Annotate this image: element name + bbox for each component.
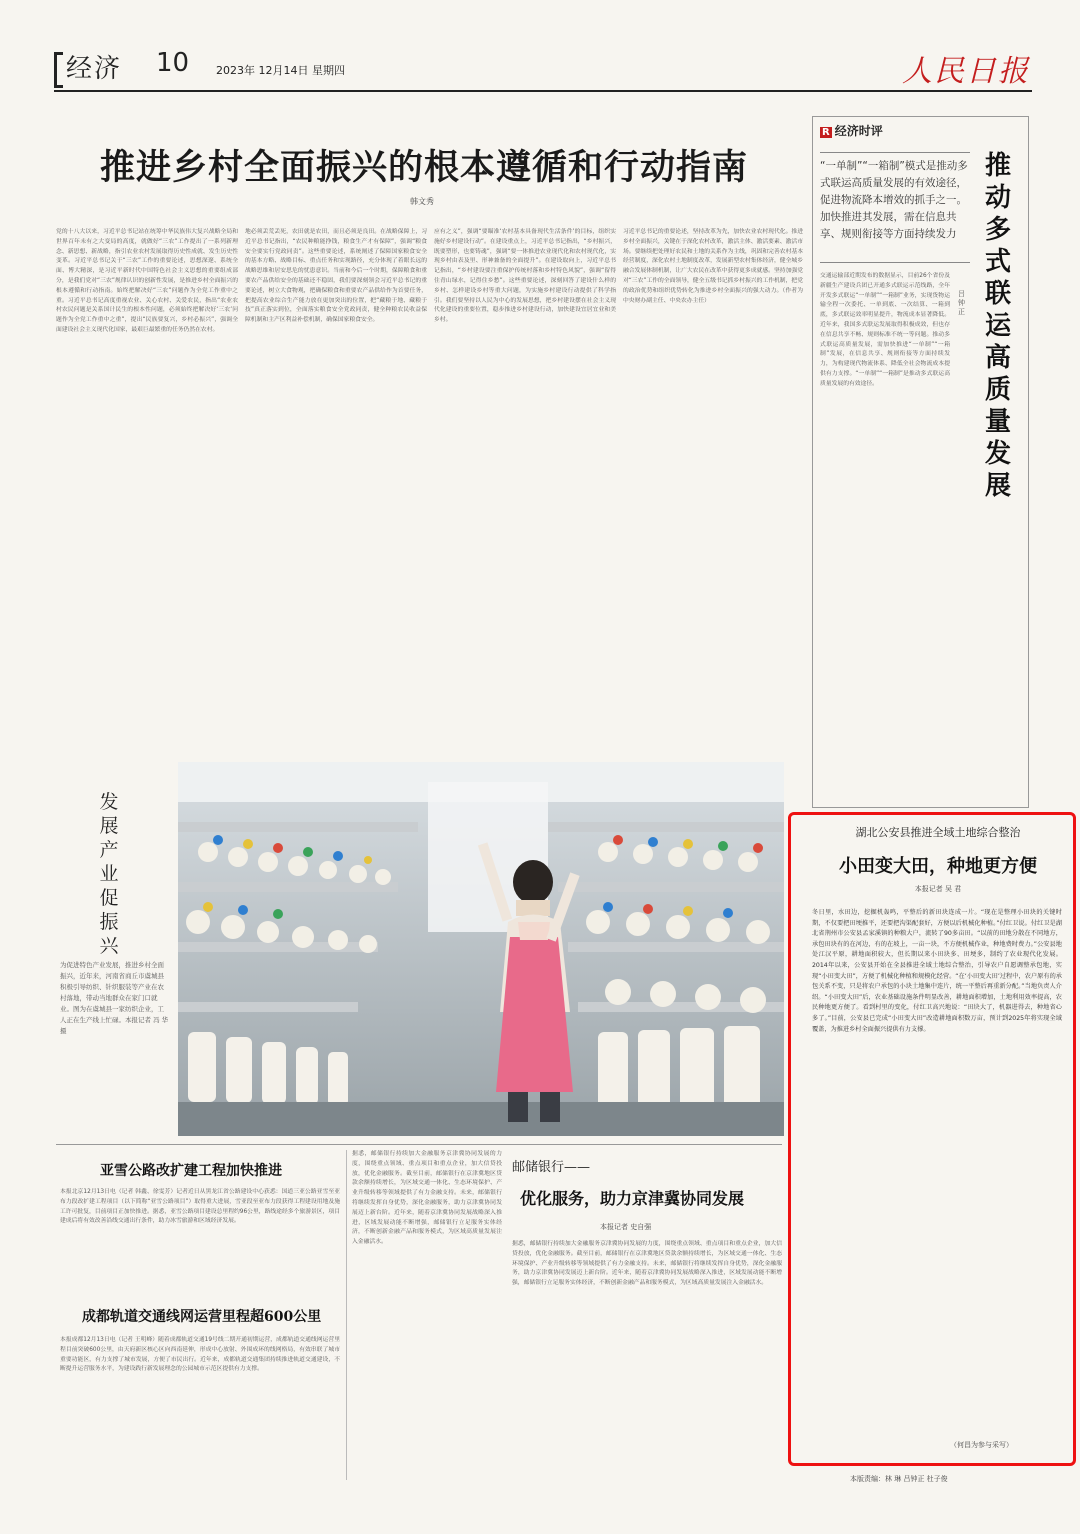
photo-caption: 为促进特色产业发展，推进乡村全面振兴，近年来，河南省商丘市虞城县积极引导纺织、针织服装等产业在农村落地，带动当地群众在家门口就业。图为在虞城县一家纺织企业，工人正在生产线上忙碌。本报记者 冯 华摄 xyxy=(60,961,169,1035)
commentary-author: 吕钟正 xyxy=(958,290,965,316)
metro-story-body: 本报成都12月13日电（记者 王明峰）随着成都轨道交通19号线二期开通初期运营，成都轨道交通线网运营里程目前突破600公里，由天府新区核心区向西南延伸，形成中心放射、外围成环的线网格局，有效串联了城市重要功能区，有力支撑了城市发展，方便了市民出行。近年来，成都轨道交通集团持续推进轨道交通建设，不断提升运营服务水平，为建设践行新发展理念的公园城市示范区提供有力支撑。 xyxy=(60,1337,340,1373)
land-story-note: （何昌为参与采写） xyxy=(950,1441,1013,1449)
lead-article-title: 推进乡村全面振兴的根本遵循和行动指南 xyxy=(100,147,749,188)
land-story-body: 冬日里，水田边，挖掘机轰鸣，平整后的新田块连成一片。“现在是整理小田块的关键时期，不仅要把田埂推平，还要把沟渠配套好，方便以后机械化种植。”付红卫说。付红卫是湖北省荆州市公安县孟家溪镇的种粮大户，流转了90多亩田。“以前的田地分散在不同地方，承包田块有的在河边，有的在坡上，一亩一块，不方便机械作业，种地费时费力。”公安县地处江汉平原，耕地面积较大，但长期以来小田块多、田埂多，制约了农业现代化发展。2014年以来，公安县开始在全县推进全域土地综合整治，引导农户自愿调整承包地，实现“小田变大田”，方便了机械化种植和规模化经营。“在‘小田变大田’过程中，农户原有的承包关系不变，只是将农户承包的小块土地集中连片，统一平整后再重新分配。”当地负责人介绍。“小田变大田”后，农业基础设施条件明显改善，耕地面积增加，土地利用效率提高，农民种地更方便了。看到村里的变化，付红卫高兴地说：“田块大了，机器进得去，种地省心多了。”目前，公安县已完成“小田变大田”改造耕地面积数万亩，预计到2025年将实现全域覆盖，为推进乡村全面振兴提供有力支撑。 xyxy=(812,909,1062,1033)
commentary-title: 推动多式联运高质量发展 xyxy=(984,151,1011,501)
land-story-kicker: 湖北公安县推进全域土地综合整治 xyxy=(855,826,1021,839)
metro-story-title: 成都轨道交通线网运营里程超600公里 xyxy=(82,1309,322,1325)
bank-story-body: 据悉，邮储银行持续加大金融服务京津冀协同发展的力度，围绕重点领域、重点项目和重点企业，加大信贷投放，优化金融服务。截至目前，邮储银行在京津冀地区贷款余额持续增长，为区域交通一体化、生态环境保护、产业升级转移等领域提供了有力金融支持。未来，邮储银行将继续发挥自身优势，深化金融服务，助力京津冀协同发展迈上新台阶。近年来，随着京津冀协同发展战略深入推进，区域发展动能不断增强，邮储银行立足服务实体经济，不断创新金融产品和服务模式，为区域高质量发展注入金融活水。 xyxy=(512,1241,782,1287)
bank-story-kicker: 邮储银行—— xyxy=(512,1160,591,1175)
commentary-lead-rule-bottom xyxy=(820,262,970,263)
lead-article-author: 韩文秀 xyxy=(410,197,434,206)
bank-story-byline: 本报记者 史自强 xyxy=(600,1223,652,1231)
section-name: 经济 xyxy=(66,54,123,84)
page-header xyxy=(54,48,1032,92)
lead-article-col-3: 应有之义”，强调“要瞄准‘农村基本具备现代生活条件’的目标，组织实施好乡村建设行动”。在建设重点上，习近平总书记指出，“乡村振兴，既要塑形，也要铸魂”，强调“要一体推进农业现代化和农村现代化，实现乡村由表及里、形神兼备的全面提升”。在建设取向上，习近平总书记指出，“乡村建设要注重保护传统村落和乡村特色风貌”，强调“留得住青山绿水，记得住乡愁”。这些重要论述，深刻回答了建设什么样的乡村、怎样建设乡村等重大问题，为实施乡村建设行动提供了科学指引。我们要坚持以人民为中心的发展思想，把乡村建设摆在社会主义现代化建设的重要位置，稳步推进乡村建设行动，加快建设宜居宜业和美乡村。 xyxy=(434,229,616,324)
bank-section-rule xyxy=(350,1144,782,1145)
lead-article-col-1: 党的十八大以来，习近平总书记站在统筹中华民族伟大复兴战略全局和世界百年未有之大变局的高度，就做好“三农”工作提出了一系列新理念、新思想、新战略，指引农业农村发展取得历史性成就、发生历史性变革。习近平总书记关于“三农”工作的重要论述，思想深邃、系统全面、博大精深，是习近平新时代中国特色社会主义思想的重要组成部分，是我们党对“三农”规律认识的创新性发展，是推进乡村全面振兴的根本遵循和行动指南。始终把解决好“三农”问题作为全党工作重中之重。习近平总书记高度重视农业、关心农村、关爱农民，指出“农业农村农民问题是关系国计民生的根本性问题，必须始终把解决好‘三农’问题作为全党工作重中之重”，提出“民族要复兴，乡村必振兴”，强调全面建设社会主义现代化国家，最艰巨最繁重的任务仍然在农村。 xyxy=(56,229,238,333)
factory-photo xyxy=(178,762,784,1136)
column-divider xyxy=(346,1150,347,1480)
issue-date: 2023年 12月14日 星期四 xyxy=(216,64,345,77)
commentary-lead-rule-top xyxy=(820,152,970,153)
lead-article-col-4: 习近平总书记的重要论述，坚持改革为先，加快农业农村现代化。推进乡村全面振兴，关键在于深化农村改革，激活主体、激活要素、激活市场。要继续把处理好农民和土地的关系作为主线，巩固和完善农村基本经营制度，深化农村土地制度改革，发展新型农村集体经济，健全城乡融合发展体制机制，让广大农民在改革中获得更多成就感。坚持加强党对“三农”工作的全面领导，健全五级书记抓乡村振兴的工作机制，把党的政治优势和组织优势转化为推进乡村全面振兴的强大动力。（作者为中央财办副主任、中央农办主任） xyxy=(623,229,803,304)
commentary-lead: “一单制”“一箱制”模式是推动多式联运高质量发展的有效途径，促进物流降本增效的抓手之一。加快推进其发展，需在信息共享、规则衔接等方面持续发力 xyxy=(820,160,968,240)
land-story-byline: 本报记者 吴 君 xyxy=(914,885,962,893)
paper-logo: 人民日报 xyxy=(902,54,1030,89)
bank-story-preamble: 据悉，邮储银行持续加大金融服务京津冀协同发展的力度，围绕重点领域、重点项目和重点企业，加大信贷投放，优化金融服务。截至目前，邮储银行在京津冀地区贷款余额持续增长，为区域交通一体化、生态环境保护、产业升级转移等领域提供了有力金融支持。未来，邮储银行将继续发挥自身优势，深化金融服务，助力京津冀协同发展迈上新台阶。近年来，随着京津冀协同发展战略深入推进，区域发展动能不断增强，邮储银行立足服务实体经济，不断创新金融产品和服务模式，为区域高质量发展注入金融活水。 xyxy=(352,1151,502,1246)
highway-story-title: 亚雪公路改扩建工程加快推进 xyxy=(100,1163,282,1179)
photo-feature-title: 发展产业促振兴 xyxy=(99,791,119,957)
highway-story-body: 本报北京12月13日电（记者 韩鑫、徐雯芳）记者近日从黑龙江省公路建设中心获悉：国道三亚公路亚雪至亚布力段改扩建工程项目（以下简称“亚雪公路项目”）取得重大进展，雪亚段至亚布力段获得工程建设用地及施工许可批复，目前项目正加快推进。据悉，亚雪公路项目建设总里程约96公里，路线途经多个旅游景区，项目建成后将有效改善沿线交通出行条件，助力冰雪旅游和区域经济发展。 xyxy=(60,1189,340,1225)
bank-story-title: 优化服务，助力京津冀协同发展 xyxy=(520,1189,745,1208)
factory-photo-image xyxy=(178,762,784,1136)
commentary-label: R 经济时评 xyxy=(822,124,883,138)
page-editors: 本版责编：林 琳 吕钟正 杜子俊 xyxy=(850,1475,948,1483)
page-number: 10 xyxy=(156,48,190,78)
commentary-r-icon: R xyxy=(822,127,830,138)
land-story-title: 小田变大田，种地更方便 xyxy=(839,856,1037,877)
section-bracket xyxy=(54,52,63,88)
commentary-body: 交通运输部近期发布的数据显示，目前26个省份及新疆生产建设兵团已开通多式联运示范线路，全年开发多式联运“一单制”“一箱制”业务，实现货物运输全程一次委托、一单到底、一次结算、一箱到底，多式联运效率明显提升，物流成本显著降低。近年来，我国多式联运发展取得积极成效，但也存在信息共享不畅、规则标准不统一等问题。推动多式联运高质量发展，需加快推进“一单制”“一箱制”发展，在信息共享、规则衔接等方面持续发力，为构建现代物流体系、降低全社会物流成本提供有力支撑。“一单制”“一箱制”是推动多式联运高质量发展的有效途径。 xyxy=(820,273,950,387)
lead-article-col-2: 地必须丢荒丢死，农田就是农田，而且必须是良田。在战略保障上，习近平总书记指出，“农民种粮能挣钱，粮食生产才有保障”，强调“粮食安全要实行党政同责”。这些重要论述，系统阐述了保障国家粮食安全的基本方略、战略目标、重点任务和实现路径，充分体现了着眼长远的战略思维和居安思危的忧患意识。当前和今后一个时期，保障粮食和重要农产品供给安全的基础还不稳固，我们要深刻领会习近平总书记的重要论述，树立大食物观，把确保粮食和重要农产品供给作为首要任务，把提高农业综合生产能力放在更加突出的位置，把“藏粮于地、藏粮于技”真正落实到位，全面落实粮食安全党政同责，健全种粮农民收益保障机制和主产区利益补偿机制，确保国家粮食安全。 xyxy=(245,229,427,324)
